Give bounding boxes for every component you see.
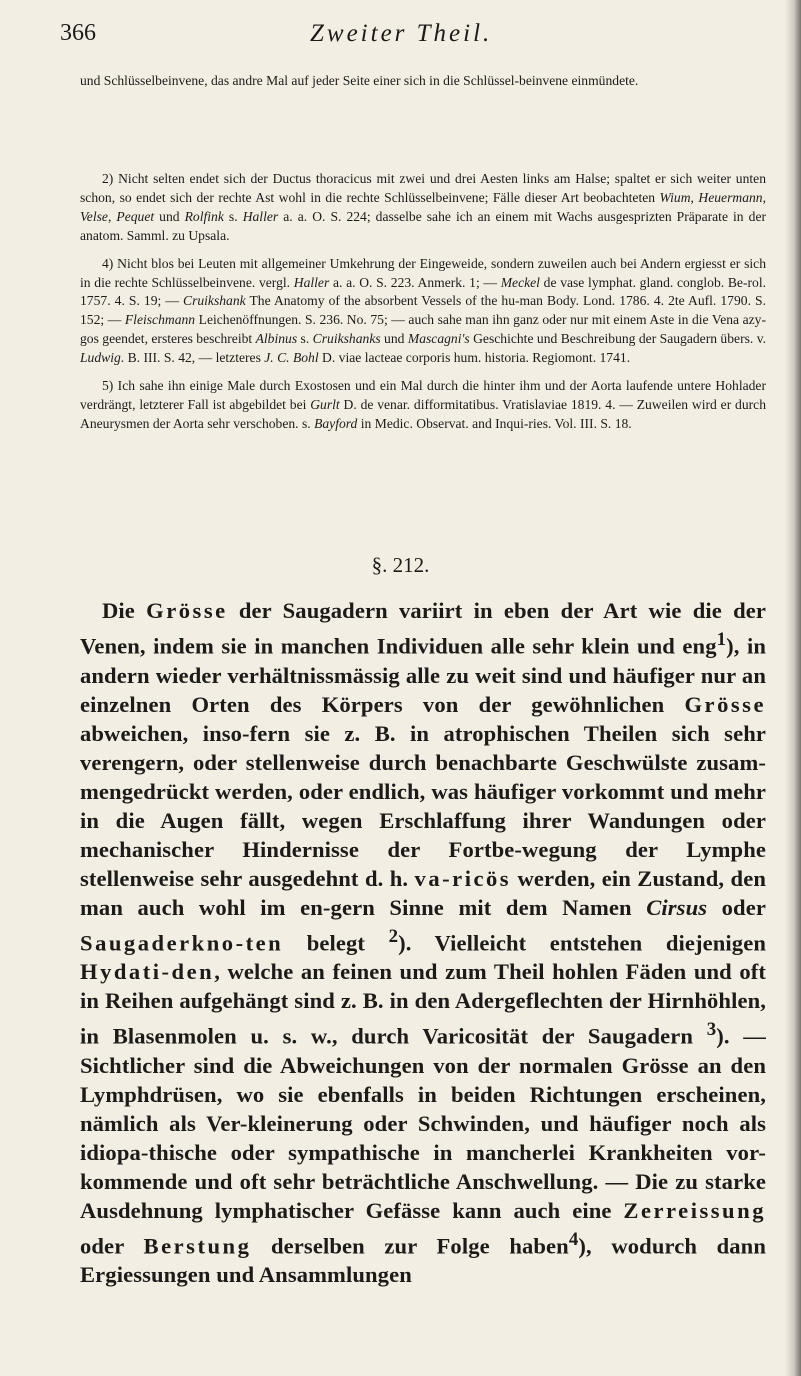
footnote-ref-2: 2	[388, 925, 399, 947]
footnotes	[80, 170, 766, 434]
page-header	[60, 20, 760, 54]
page-edge-shadow	[785, 0, 801, 1376]
footnote-4: 4) Nicht blos bei Leuten mit allgemeiner Umkehrung der Eingeweide, sondern zuweilen auch bei Andern ergiesst er sich in die rechte Schlüsselbeinvene. vergl. Haller a. a. O. S. 223. Anmerk. 1; — Meckel de vase lymphat. gland. conglob. Be-rol. 1757. 4. S. 19; — Cruikshank The Anatomy of the absorbent Vessels of the hu-man Body. Lond. 1786. 4. 2te Aufl. 1790. S. 152; — Fleischmann Leichenöffnungen. S. 236. No. 75; — auch sahe man ihn ganz oder nur mit einem Aste in die Vena azy-gos geendet, ersteres beschreibt Albinus s. Cruikshanks und Mascagni's Geschichte und Beschreibung der Saugadern übers. v. Ludwig. B. III. S. 42, — letzteres J. C. Bohl D. viae lacteae corporis hum. historia. Regiomont. 1741.	[80, 255, 767, 366]
paragraph: Die Grösse der Saugadern variirt in eben der Art wie die der Venen, indem sie in manchen Individuen alle sehr klein und eng$^1$), in andern wieder verhältnissmässig alle zu weit sind und häufiger nur an einzelnen Orten des Körpers von der gewöhnlichen Grösse abweichen, inso-fern sie z. B. in atrophischen Theilen sich sehr verengern, oder stellenweise durch benachbarte Geschwülste zusam-mengedrückt werden, oder endlich, was häufiger vorkommt und mehr in die Augen fällt, wegen Erschlaffung ihrer Wandungen oder mechanischer Hindernisse der Fortbe-wegung der Lymphe stellenweise sehr ausgedehnt d. h. va-ricös werden, ein Zustand, den man auch wohl im en-gern Sinne mit dem Namen Cirsus oder Saugaderkno-ten belegt $^2$). Vielleicht entstehen diejenigen Hydati-den, welche an feinen und zum Theil hohlen Fäden und oft in Reihen aufgehängt sind z. B. in den Adergeflechten der Hirnhöhlen, in Blasenmolen u. s. w., durch Varicosität der Saugadern $^3$). — Sichtlicher sind die Abweichungen von der normalen Grösse an den Lymphdrüsen, wo sie ebenfalls in beiden Richtungen erscheinen, nämlich als Ver-kleinerung oder Schwinden, und häufiger noch als idiopa-thische oder sympathische in mancherlei Krankheiten vor-kommende und oft sehr beträchtliche Anschwellung. — Die zu starke Ausdehnung lymphatischer Gefässe kann auch eine Zerreissung oder Berstung derselben zur Folge haben$^4$), wodurch dann Ergiessungen und Ansammlungen	[80, 598, 767, 1288]
page-number: 366	[60, 20, 96, 46]
main-text	[80, 596, 766, 1289]
footnote-continuation-text: und Schlüsselbeinvene, das andre Mal auf jeder Seite einer sich in die Schlüssel-beinvene einmündete.	[80, 73, 639, 88]
footnote-ref-3: 3	[706, 1019, 717, 1041]
section-number: §. 212.	[371, 553, 430, 577]
footnote-continuation	[80, 72, 766, 91]
running-head: Zweiter Theil.	[310, 20, 493, 47]
footnote-ref-4: 4	[568, 1228, 579, 1250]
footnote-5: 5) Ich sahe ihn einige Male durch Exostosen und ein Mal durch die hinter ihm und der Aorta laufende untere Hohlader verdrängt, letzterer Fall ist abgebildet bei Gurlt D. de venar. difformitatibus. Vratislaviae 1819. 4. — Zuweilen wird er durch Aneurysmen der Aorta sehr verschoben. s. Bayford in Medic. Observat. and Inqui-ries. Vol. III. S. 18.	[80, 378, 766, 431]
footnote-ref-1: 1	[716, 629, 727, 650]
footnote-2: 2) Nicht selten endet sich der Ductus thoracicus mit zwei und drei Aesten links am Halse; spaltet er sich weiter unten schon, so endet sich der rechte Ast wohl in die rechte Schlüsselbeinvene; Fälle dieser Art beobachteten Wium, Heuermann, Velse, Pequet und Rolfink s. Haller a. a. O. S. 224; dasselbe sahe ich an einem mit Wachs ausgesprizten Präparate in der anatom. Samml. zu Upsala.	[80, 171, 767, 243]
